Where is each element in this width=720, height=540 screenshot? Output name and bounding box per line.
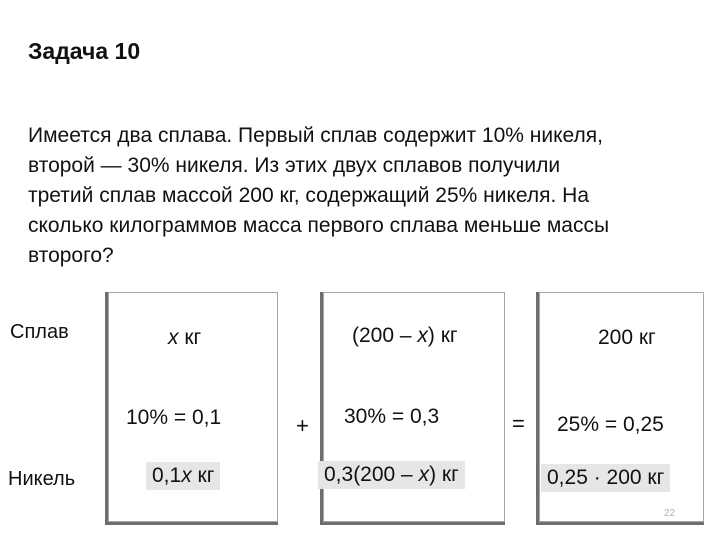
problem-line: сколько килограммов масса первого сплава меньше массы xyxy=(28,214,610,237)
row-label-alloy: Сплав xyxy=(10,321,69,343)
alloy1-mass: x кг xyxy=(168,326,202,349)
alloy2-percent: 30% = 0,3 xyxy=(344,405,440,428)
alloy3-percent: 25% = 0,25 xyxy=(557,413,664,436)
alloy3-mass: 200 кг xyxy=(598,326,656,349)
problem-statement xyxy=(28,121,708,271)
alloy1-percent: 10% = 0,1 xyxy=(126,406,222,429)
plus-sign: + xyxy=(296,413,309,438)
problem-line: Имеется два сплава. Первый сплав содержит 10% никеля, xyxy=(28,124,603,147)
row-label-nickel: Никель xyxy=(8,468,76,490)
alloy3-nickel-mass: 0,25 · 200 кг xyxy=(541,464,670,492)
page-number: 22 xyxy=(664,508,676,519)
problem-line: второй — 30% никеля. Из этих двух сплавов получили xyxy=(28,154,561,177)
alloy1-nickel-mass: 0,1x кг xyxy=(146,462,220,490)
alloy2-mass: (200 – x) кг xyxy=(352,324,458,347)
alloy2-nickel-mass: 0,3(200 – x) кг xyxy=(318,461,465,489)
slide-title: Задача 10 xyxy=(28,38,141,64)
equals-sign: = xyxy=(512,411,525,436)
problem-line: второго? xyxy=(28,244,114,267)
problem-line: третий сплав массой 200 кг, содержащий 25% никеля. На xyxy=(28,184,590,207)
